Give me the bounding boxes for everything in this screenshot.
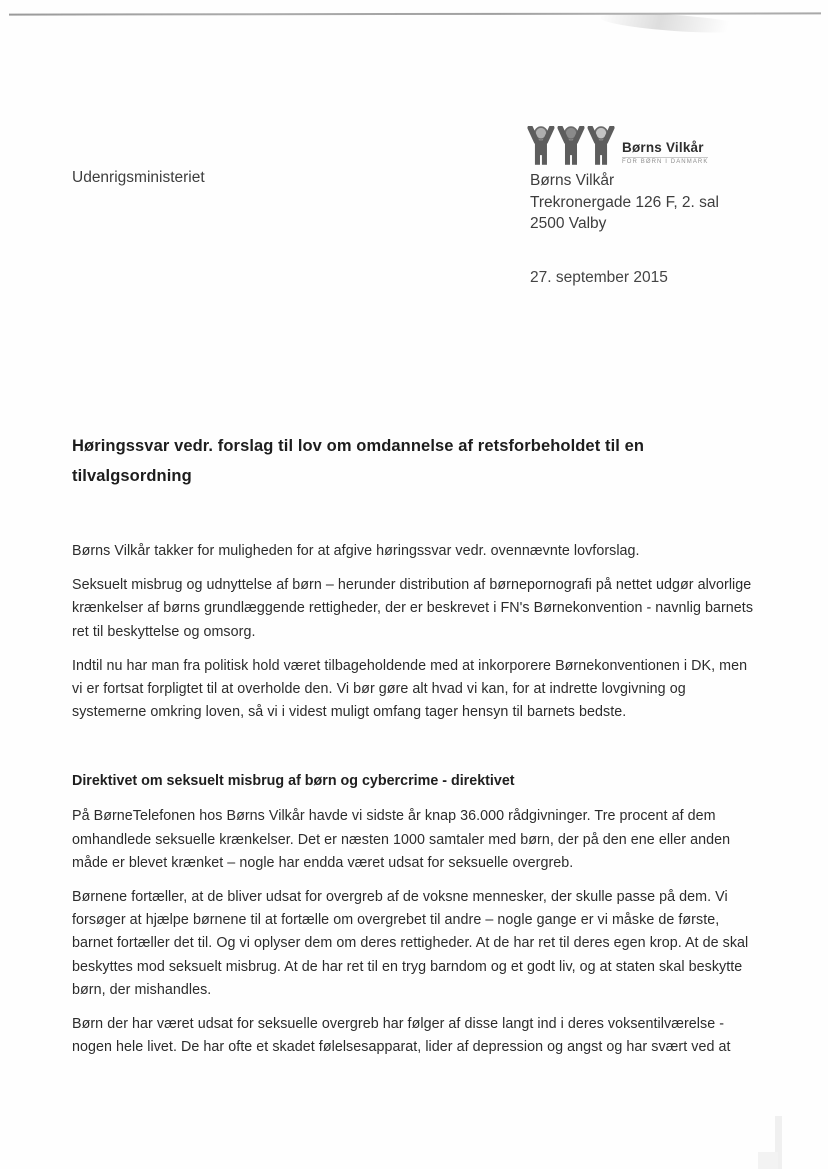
paragraph: På BørneTelefonen hos Børns Vilkår havde vi sidste år knap 36.000 rådgivninger. Tre procent af dem omhandlede seksuelle krænkelser. Det er næsten 1000 samtaler med børn, der på den ene eller anden måde er blevet krænket – nogle har endda været udsat for seksuelle overgreb. [72, 808, 731, 871]
paragraph: Børnene fortæller, at de bliver udsat for overgreb af de voksne mennesker, der skulle passe på dem. Vi forsøger at hjælpe børnene til at fortælle om overgrebet til andre – nogle gange er vi måske de første, barnet fortæller det til. Og vi oplyser dem om deres rettigheder. At de har ret til deres egen krop. At de skal beskyttes mod seksuelt misbrug. At de har ret til en tryg barndom og et godt liv, og at staten skal beskytte børn, der mishandles. [72, 889, 749, 998]
scan-artifact-top-line [9, 12, 821, 15]
scan-artifact-bottom-right-blob [758, 1152, 778, 1169]
paragraph: Seksuelt misbrug og udnyttelse af børn – herunder distribution af børnepornografi på nettet udgør alvorlige krænkelser af børns grundlæggende rettigheder, der er beskrevet i FN's Børnekonvention - navnlig barnets ret til beskyttelse og omsorg. [72, 577, 754, 640]
paragraph: Børn der har været udsat for seksuelle overgreb har følger af disse langt ind i deres voksentilværelse - nogen hele livet. De har ofte et skadet følelsesapparat, lider af depression og angst og har svært ved at [72, 1016, 731, 1056]
letter-date: 27. september 2015 [530, 269, 668, 286]
recipient-name: Udenrigsministeriet [72, 169, 205, 186]
section-heading: Direktivet om seksuelt misbrug af børn og cybercrime - direktivet [72, 773, 515, 790]
sender-address-line: 2500 Valby [530, 215, 607, 232]
borns-vilkar-logo [527, 126, 708, 166]
paragraph: Indtil nu har man fra politisk hold været tilbageholdende med at inkorporere Børnekonventionen i DK, men vi er fortsat forpligtet til at overholde den. Vi bør gøre alt hvad vi kan, for at indrette lovgivning og systemerne omkring loven, så vi i videst muligt omfang tager hensyn til barnets bedste. [72, 657, 748, 721]
letter-title: Høringssvar vedr. forslag til lov om omdannelse af retsforbeholdet til en tilvalgsordning [72, 437, 645, 485]
logo-wordmark [622, 140, 708, 165]
sender-address-line: Trekronergade 126 F, 2. sal [530, 193, 719, 211]
logo-tagline: FOR BØRN I DANMARK [622, 159, 709, 165]
sender-address [530, 170, 719, 235]
letter-body [72, 540, 754, 1070]
logo-name: Børns Vilkår [622, 140, 704, 155]
children-figures-icon [527, 126, 615, 166]
paragraph: Børns Vilkår takker for muligheden for at afgive høringssvar vedr. ovennævnte lovforslag. [72, 543, 640, 559]
sender-address-line: Børns Vilkår [530, 172, 615, 189]
